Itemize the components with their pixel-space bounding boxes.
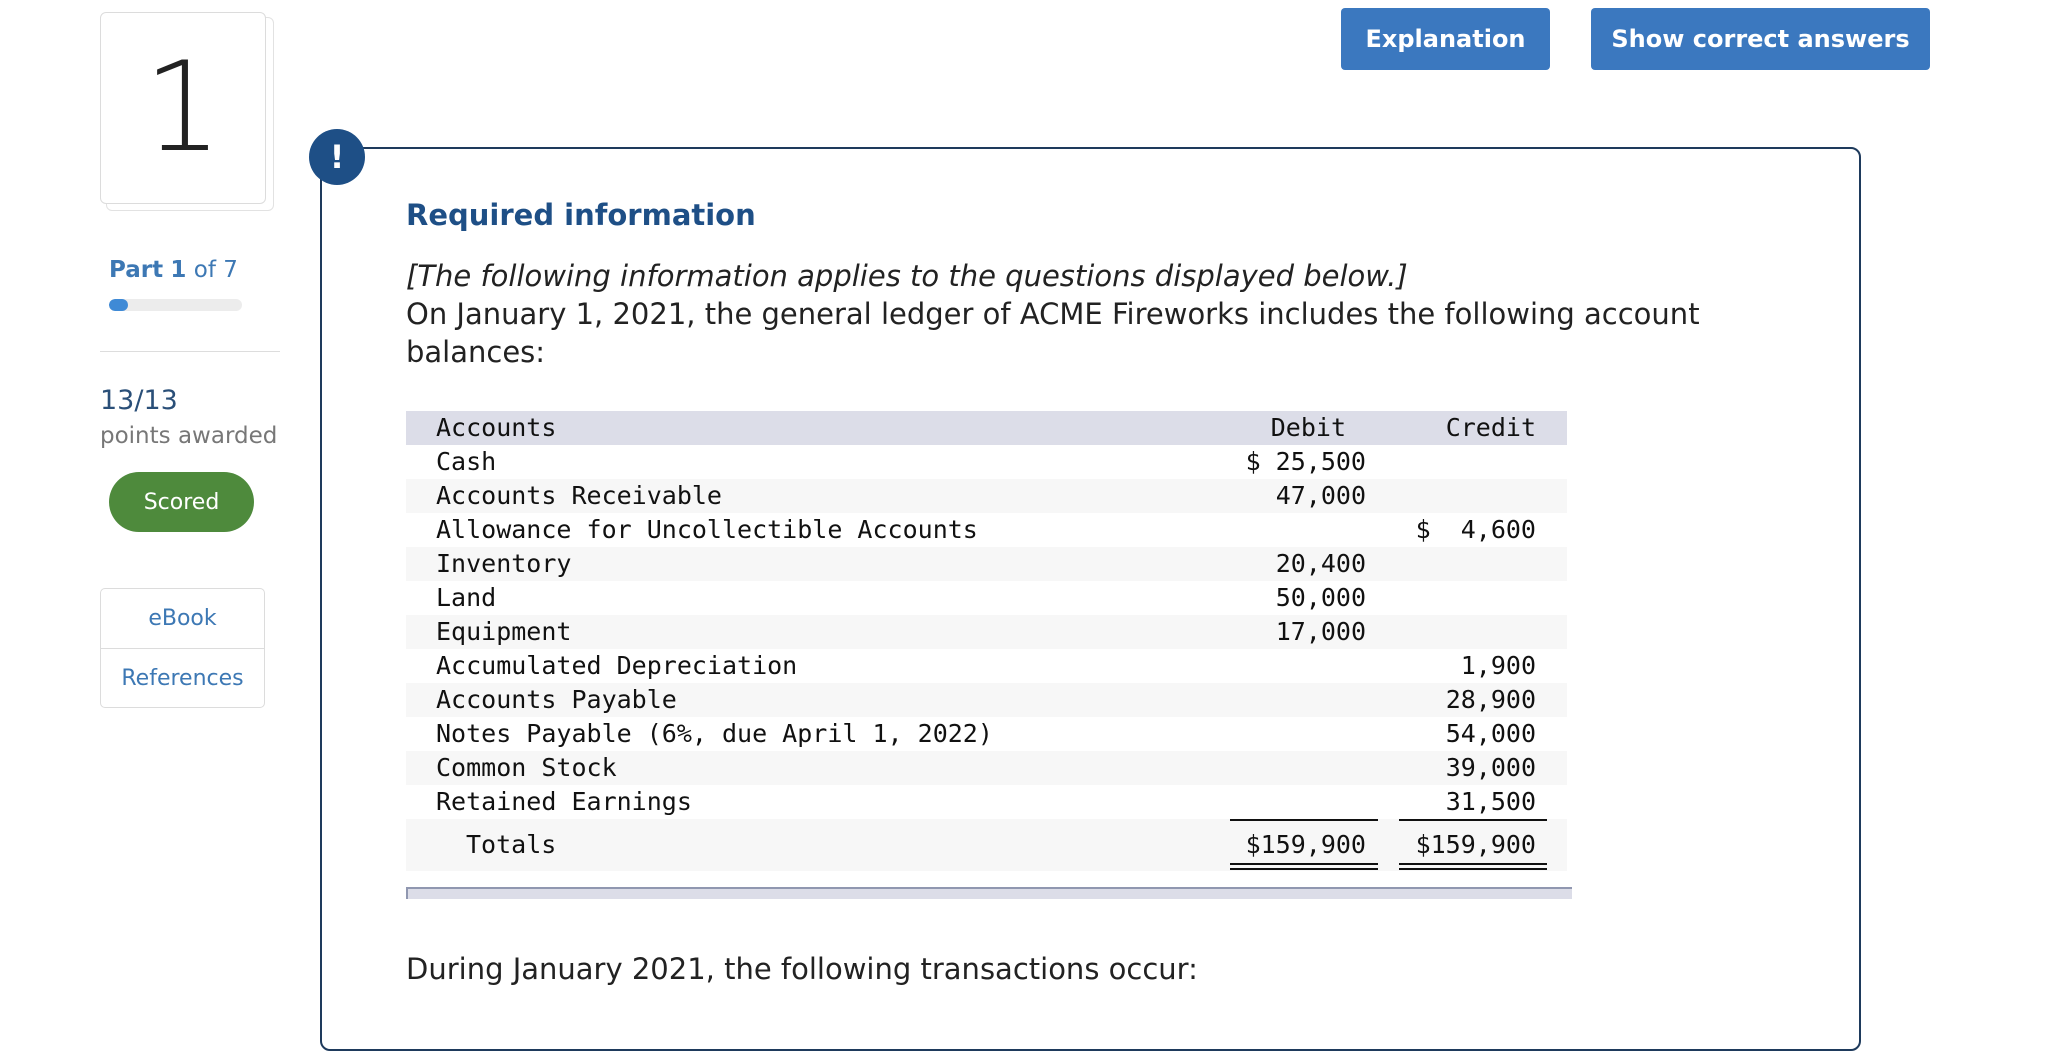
credit-total-double-rule (1399, 863, 1547, 870)
table-footer-bar (406, 887, 1572, 899)
ledger-account: Notes Payable (6%, due April 1, 2022) (436, 719, 993, 748)
ledger-account: Accumulated Depreciation (436, 651, 798, 680)
ledger-account: Cash (436, 447, 497, 476)
ledger-account: Accounts Receivable (436, 481, 722, 510)
show-correct-answers-button[interactable]: Show correct answers (1591, 8, 1930, 70)
ledger-account: Land (436, 583, 497, 612)
sidebar-divider (100, 351, 280, 352)
part-label: Part (109, 257, 164, 283)
part-of: of 7 (193, 257, 238, 283)
exclamation-icon: ! (309, 129, 365, 185)
references-link[interactable]: References (101, 648, 264, 708)
ledger-debit: 20,400 (1275, 549, 1366, 578)
ledger-credit: 39,000 (1445, 753, 1536, 782)
ledger-row (406, 513, 1567, 547)
part-progress-bar (109, 299, 242, 311)
ledger-credit: 28,900 (1445, 685, 1536, 714)
explanation-button[interactable]: Explanation (1341, 8, 1550, 70)
ledger-row (406, 683, 1567, 717)
ledger-debit: 17,000 (1275, 617, 1366, 646)
ledger-account: Common Stock (436, 753, 617, 782)
ledger-credit: 1,900 (1460, 651, 1536, 680)
ledger-debit: 47,000 (1275, 481, 1366, 510)
intro-note: [The following information applies to the questions displayed below.] (406, 259, 1408, 293)
ledger-row (406, 615, 1567, 649)
question-number-card (100, 12, 266, 204)
part-indicator (109, 257, 238, 283)
ledger-row (406, 445, 1567, 479)
ledger-debit: 50,000 (1275, 583, 1366, 612)
ledger-account: Allowance for Uncollectible Accounts (436, 515, 978, 544)
ledger-row (406, 717, 1567, 751)
resources-box (100, 588, 265, 708)
header-debit: Debit (1270, 413, 1346, 442)
scored-badge: Scored (109, 472, 254, 532)
ledger-account: Inventory (436, 549, 572, 578)
ledger-account: Retained Earnings (436, 787, 692, 816)
ebook-link[interactable]: eBook (148, 606, 217, 631)
ledger-credit: 54,000 (1445, 719, 1536, 748)
ledger-row (406, 479, 1567, 513)
ledger-header-row (406, 411, 1567, 445)
header-accounts: Accounts (436, 413, 557, 442)
part-progress-fill (109, 299, 128, 311)
totals-credit: $159,900 (1415, 830, 1536, 859)
ledger-row (406, 581, 1567, 615)
required-information-heading: Required information (406, 198, 756, 232)
ledger-credit: 31,500 (1445, 787, 1536, 816)
ledger-row (406, 649, 1567, 683)
totals-label: Totals (466, 830, 557, 859)
ledger-credit: $ 4,600 (1415, 515, 1536, 544)
header-credit: Credit (1445, 413, 1536, 442)
transactions-intro: During January 2021, the following transactions occur: (406, 952, 1198, 986)
ledger-row (406, 751, 1567, 785)
debit-total-double-rule (1230, 863, 1378, 870)
intro-text: On January 1, 2021, the general ledger of ACME Fireworks includes the following account balances: (406, 297, 1700, 369)
ledger-totals-row (406, 819, 1567, 871)
totals-debit: $159,900 (1245, 830, 1366, 859)
question-number: 1 (143, 36, 223, 180)
ledger-debit: $ 25,500 (1245, 447, 1366, 476)
ledger-account: Accounts Payable (436, 685, 677, 714)
ledger-table (406, 411, 1567, 871)
ledger-row (406, 547, 1567, 581)
points-label: points awarded (100, 423, 278, 449)
ledger-row (406, 785, 1567, 819)
points-score: 13/13 (100, 385, 178, 416)
part-current: 1 (170, 257, 187, 283)
ledger-account: Equipment (436, 617, 572, 646)
